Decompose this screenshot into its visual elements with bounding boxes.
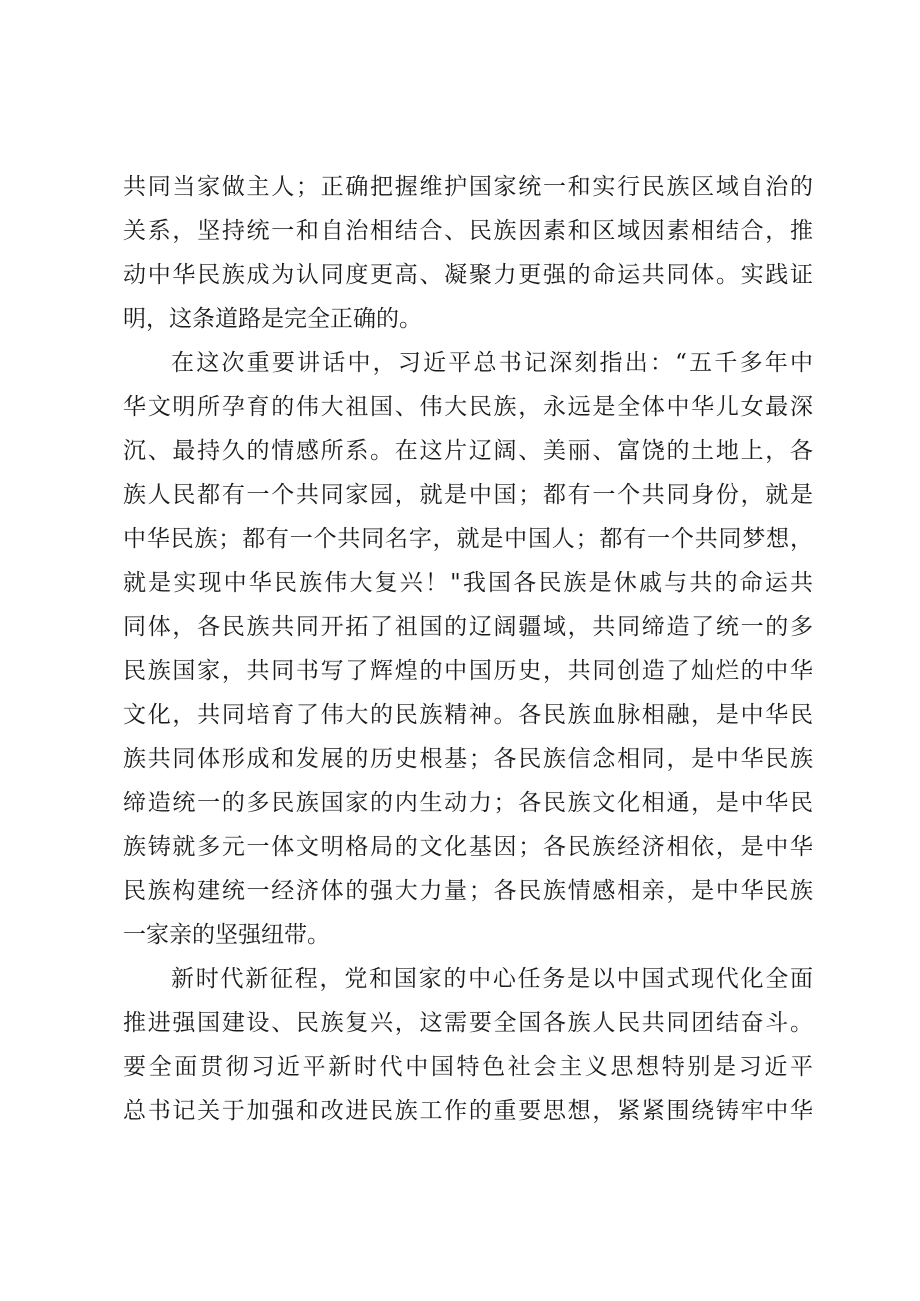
text-line: 一家亲的坚强纽带。 bbox=[123, 922, 330, 948]
text-line: 族铸就多元一体文明格局的文化基因；各民族经济相依，是中华 bbox=[123, 834, 813, 860]
text-line: 中华民族；都有一个共同名字，就是中国人；都有一个共同梦想， bbox=[123, 526, 813, 552]
text-line: 民族构建统一经济体的强大力量；各民族情感相亲，是中华民族 bbox=[123, 878, 813, 904]
text-line: 缔造统一的多民族国家的内生动力；各民族文化相通，是中华民 bbox=[123, 790, 813, 816]
paragraph-1 bbox=[123, 165, 813, 341]
paragraph-3 bbox=[123, 957, 813, 1133]
text-line: 共同当家做主人；正确把握维护国家统一和实行民族区域自治的 bbox=[123, 174, 813, 200]
text-line: 沉、最持久的情感所系。在这片辽阔、美丽、富饶的土地上，各 bbox=[123, 438, 813, 464]
text-line: 族共同体形成和发展的历史根基；各民族信念相同，是中华民族 bbox=[123, 746, 813, 772]
paragraph-2 bbox=[123, 341, 813, 957]
text-line: 华文明所孕育的伟大祖国、伟大民族，永远是全体中华儿女最深 bbox=[123, 394, 813, 420]
text-line: 就是实现中华民族伟大复兴！"我国各民族是休戚与共的命运共 bbox=[123, 570, 813, 596]
text-line: 族人民都有一个共同家园，就是中国；都有一个共同身份，就是 bbox=[123, 482, 813, 508]
text-line: 关系，坚持统一和自治相结合、民族因素和区域因素相结合，推 bbox=[123, 218, 813, 244]
text-line: 同体，各民族共同开拓了祖国的辽阔疆域，共同缔造了统一的多 bbox=[123, 614, 813, 640]
text-line: 动中华民族成为认同度更高、凝聚力更强的命运共同体。实践证 bbox=[123, 262, 813, 288]
text-line: 明，这条道路是完全正确的。 bbox=[123, 306, 422, 332]
text-line: 民族国家，共同书写了辉煌的中国历史，共同创造了灿烂的中华 bbox=[123, 658, 813, 684]
text-line: 新时代新征程，党和国家的中心任务是以中国式现代化全面 bbox=[171, 966, 813, 992]
body-text bbox=[123, 165, 813, 1133]
text-line: 文化，共同培育了伟大的民族精神。各民族血脉相融，是中华民 bbox=[123, 702, 813, 728]
text-line: 在这次重要讲话中，习近平总书记深刻指出：“五千多年中 bbox=[171, 350, 813, 376]
text-line: 推进强国建设、民族复兴，这需要全国各族人民共同团结奋斗。 bbox=[123, 1010, 813, 1036]
text-line: 要全面贯彻习近平新时代中国特色社会主义思想特别是习近平 bbox=[123, 1054, 813, 1080]
text-line: 总书记关于加强和改进民族工作的重要思想，紧紧围绕铸牢中华 bbox=[123, 1098, 813, 1124]
